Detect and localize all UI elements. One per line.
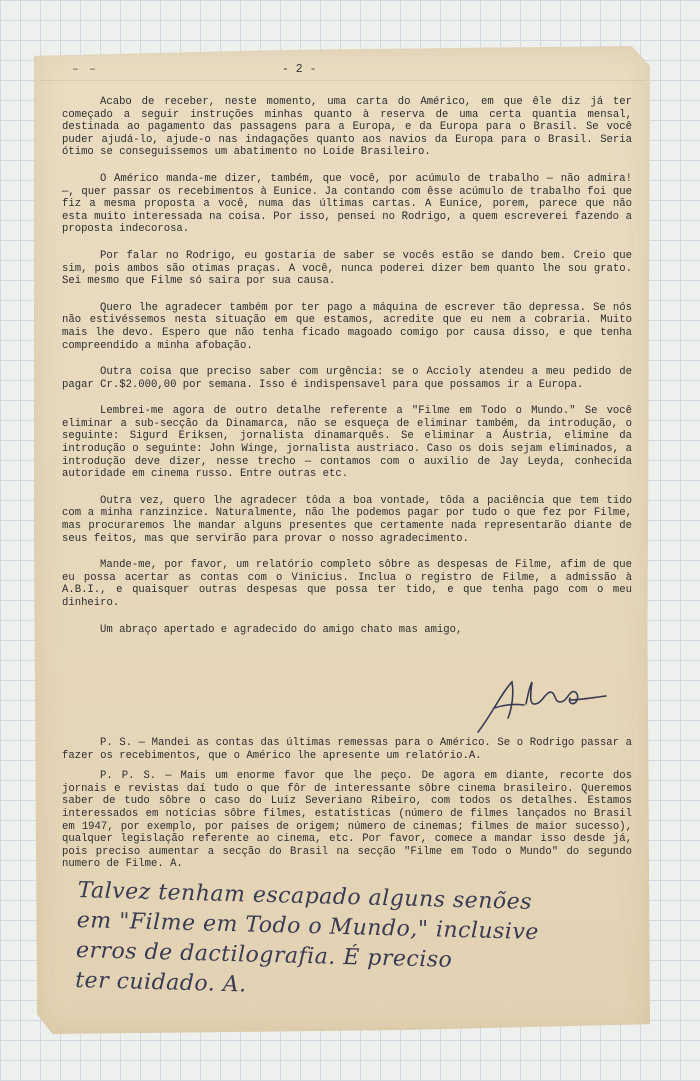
header-dashes: – –: [72, 64, 98, 76]
paragraph-7: Outra vez, quero lhe agradecer tôda a boa vontade, tôda a paciência que tem tido com a minha ranzinzice. Naturalmente, não lhe podemos pagar por tudo o que fez por Filme, mas procuraremos lhe mandar alguns presentes que certamente nada representarão diante de seus feitos, mas que servirão para provar o nosso agradecimento.: [62, 494, 632, 545]
handwritten-note: [75, 876, 638, 1011]
postscript: P. S. — Mandei as contas das últimas remessas para o Américo. Se o Rodrigo passar a fazer os recebimentos, que o Américo lhe apresente um relatório.A.: [62, 737, 632, 762]
handwritten-line: ter cuidado. A.: [74, 967, 247, 998]
paragraph-2: O Américo manda-me dizer, também, que você, por acúmulo de trabalho — não admira! —, quer passar os recebimentos à Eunice. Ja contando com êsse acúmulo de trabalho foi que fiz a mesma proposta a você, numa das últimas cartas. A Eunice, porem, parece que não esta muito interessada na coisa. Por isso, pensei no Rodrigo, a quem escreverei fazendo a proposta indecorosa.: [62, 172, 632, 236]
post-postscript: P. P. S. — Mais um enorme favor que lhe peço. De agora em diante, recorte dos jornais e revistas daí tudo o que fôr de interessante sôbre cinema brasileiro. Queremos saber de tudo sôbre o caso do Luiz Severiano Ribeiro, com todos os detalhes. Estamos interessados em notícias sôbre filmes, estatísticas (número de filmes lançados no Brasil em 1947, por exemplo, por países de origem; número de cinemas; filmes de maior sucesso), qualquer legislação referente ao cinema, etc. Por favor, comece a mandar isso desde já, pois preciso aumentar a secção do Brasil na secção "Filme em Todo o Mundo" do segundo numero de Filme. A.: [62, 770, 632, 871]
paragraph-6: Lembrei-me agora de outro detalhe referente a "Filme em Todo o Mundo." Se você eliminar a sub-secção da Dinamarca, não se esqueça de eliminar também, da introdução, o seguinte: Sigurd Eriksen, jornalista dinamarquês. Se eliminar a Áustria, elimine da introdução o seguinte: John Winge, jornalista austriaco. Caso os dois sejam eliminados, a introdução deve dizer, nesse trecho — contamos com o auxilio de Jay Leyda, conhecida autoridade em cinema russo. Entre outras etc.: [62, 405, 632, 481]
handwritten-line: Talvez tenham escapado alguns senões: [77, 877, 533, 915]
closing-line: Um abraço apertado e agradecido do amigo chato mas amigo,: [100, 623, 463, 636]
letter-body: [62, 96, 632, 636]
signature: [472, 674, 612, 738]
paper-fold-line: [40, 80, 646, 81]
paragraph-4: Quero lhe agradecer também por ter pago a máquina de escrever tão depressa. Se nós não estivéssemos nesta situação em que estamos, acredite que eu nem a cobraria. Muito mais lhe devo. Espero que não tenha ficado magoado comigo por causa disso, e que tenha compreendido a minha afobação.: [62, 301, 632, 352]
paragraph-8: Mande-me, por favor, um relatório completo sôbre as despesas de Filme, afim de que eu possa acertar as contas com o Vinicius. Inclua o registro de Filme, a admissão à A.B.I., e quaisquer outras despesas que possa ter tido, e que tenha pago com o meu dinheiro.: [62, 559, 632, 609]
handwritten-line: em "Filme em Todo o Mundo," inclusive: [76, 907, 540, 946]
paragraph-1: Acabo de receber, neste momento, uma carta do Américo, em que êle diz já ter começado a seguir instruções minhas quanto à reserva de uma certa quantia mensal, destinada ao pagamento das passagens para a Europa, e da Europa para o Brasil. Se você puder ajudá-lo, ajude-o nas indagações quanto aos navios da Europa para o Brasil. Seria ótimo se conseguissemos um abatimento no Loide Brasileiro.: [62, 96, 632, 159]
page-number: - 2 -: [282, 63, 317, 76]
paragraph-3: Por falar no Rodrigo, eu gostaria de saber se vocês estão se dando bem. Creio que sim, pois ambos são otimas praças. A você, nunca poderei dizer bem quanto lhe sou grato. Sei mesmo que Filme só saira por sua causa.: [62, 249, 632, 288]
paragraph-5: Outra coisa que preciso saber com urgência: se o Accioly atendeu a meu pedido de pagar Cr.$2.000,00 por semana. Isso é indispensavel para que possamos ir a Europa.: [62, 366, 632, 391]
postscript-block: [62, 737, 632, 871]
handwritten-line: erros de dactilografia. É preciso: [75, 937, 453, 973]
